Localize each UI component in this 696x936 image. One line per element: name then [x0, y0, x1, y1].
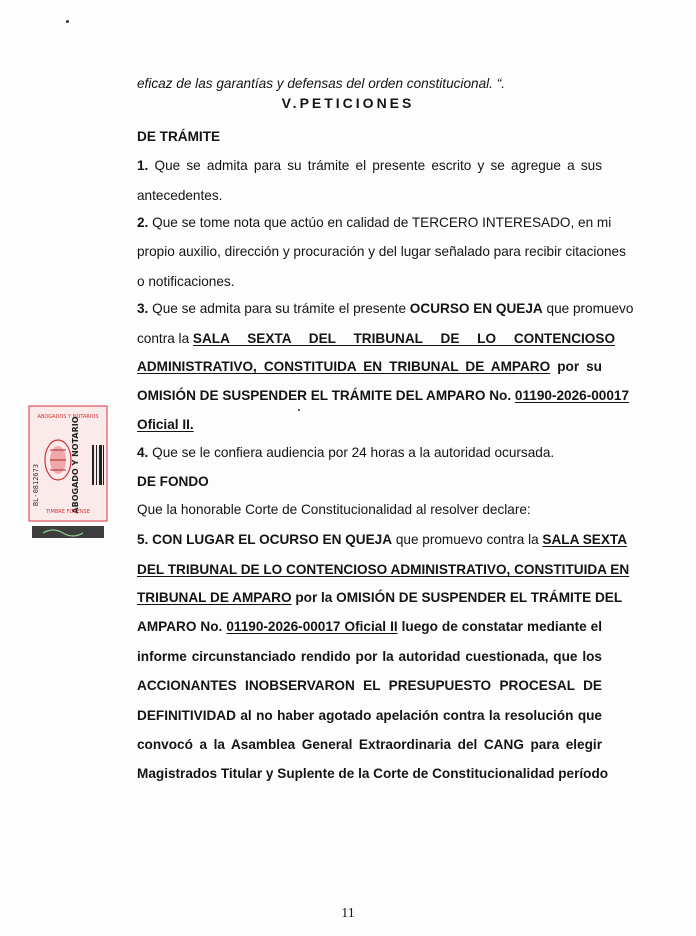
petition-3-tribunal: ADMINISTRATIVO, CONSTITUIDA EN TRIBUNAL DE AMPARO: [137, 359, 551, 374]
petition-5-promuevo: que promuevo contra la: [392, 532, 543, 547]
stamp-bottom-text: TIMBRE FORENSE: [45, 509, 91, 515]
petition-2-line-3: o notificaciones.: [137, 274, 235, 289]
petition-5-case-number: 01190-2026-00017 Oficial II: [226, 619, 398, 634]
petition-3-text-c: que promuevo: [542, 301, 634, 316]
petition-5-con-lugar: 5. CON LUGAR EL OCURSO EN QUEJA: [137, 532, 393, 547]
petition-2-line-2: propio auxilio, dirección y procuración y del lugar señalado para recibir citaciones: [137, 244, 626, 259]
forensic-stamp: [28, 405, 108, 540]
petition-1-line-2: antecedentes.: [137, 188, 223, 203]
petition-4-text: Que se le confiera audiencia por 24 horas a la autoridad ocursada.: [152, 445, 555, 460]
petition-3-text-a: Que se admita para su trámite el presente: [152, 301, 410, 316]
page-number: 11: [341, 906, 355, 921]
petition-3-number: 3.: [137, 301, 149, 316]
petition-5-line-9: Magistrados Titular y Suplente de la Corte de Constitucionalidad período: [137, 766, 609, 781]
scan-speck: [66, 20, 69, 23]
fondo-intro: Que la honorable Corte de Constitucionalidad al resolver declare:: [137, 502, 531, 517]
petition-5-omision: por la OMISIÓN DE SUSPENDER EL TRÁMITE DEL: [291, 590, 623, 605]
petition-5-line-5: informe circunstanciado rendido por la autoridad cuestionada, que los: [137, 649, 602, 664]
petition-2-text: Que se tome nota que actúo en calidad de TERCERO INTERESADO, en mi: [152, 215, 612, 230]
petition-3-line-4: [137, 387, 629, 405]
petition-3-por-su: por su: [550, 359, 602, 374]
petition-5-line-1: [137, 531, 628, 549]
petition-3-sala: SALA SEXTA DEL TRIBUNAL DE LO CONTENCIOSO: [192, 331, 616, 346]
petition-5-line-4: [137, 618, 602, 636]
petition-1-line-1: [137, 157, 602, 175]
stamp-signature-bar: [32, 526, 104, 538]
scan-speck: [298, 409, 300, 411]
petition-3-line-1: [137, 300, 634, 318]
petition-5-line-6: ACCIONANTES INOBSERVARON EL PRESUPUESTO PROCESAL DE: [137, 678, 602, 693]
petition-3-omision: OMISIÓN DE SUSPENDER EL TRÁMITE DEL AMPARO No.: [137, 388, 515, 403]
petition-1-number: 1.: [137, 158, 149, 173]
petition-5-line-3: [137, 589, 623, 607]
petition-5-sala: SALA SEXTA: [542, 532, 628, 547]
tramite-heading: DE TRÁMITE: [137, 129, 221, 144]
stamp-vertical-text: ABOGADO Y NOTARIO: [71, 416, 80, 514]
petition-5-luego: luego de constatar mediante el: [397, 619, 603, 634]
petition-3-line-3: [137, 358, 602, 376]
petition-3-contra: contra la: [137, 331, 193, 346]
petition-3-case-number: 01190-2026-00017: [514, 388, 630, 403]
petition-3-ocurso: OCURSO EN QUEJA: [409, 301, 543, 316]
petition-2-number: 2.: [137, 215, 149, 230]
stamp-top-text: ABOGADOS Y NOTARIOS: [37, 414, 99, 420]
petition-5-line-2: DEL TRIBUNAL DE LO CONTENCIOSO ADMINISTRATIVO, CONSTITUIDA EN: [137, 562, 630, 577]
stamp-registration: BL-0812673: [32, 463, 40, 507]
fondo-heading: DE FONDO: [137, 474, 209, 489]
petition-5-tribunal: TRIBUNAL DE AMPARO: [137, 590, 292, 605]
petition-3-line-5: Oficial II.: [137, 417, 194, 432]
intro-line: eficaz de las garantías y defensas del orden constitucional. “.: [137, 76, 506, 91]
petition-4-line-1: [137, 444, 554, 462]
petition-2-line-1: [137, 214, 612, 232]
stamp-border: [29, 406, 107, 521]
petition-5-line-7: DEFINITIVIDAD al no haber agotado apelación contra la resolución que: [137, 708, 602, 723]
petition-5-amparo: AMPARO No.: [137, 619, 227, 634]
petition-5-line-8: convocó a la Asamblea General Extraordinaria del CANG para elegir: [137, 737, 602, 752]
petition-4-number: 4.: [137, 445, 149, 460]
petition-1-text: Que se admita para su trámite el presente escrito y se agregue a sus: [154, 158, 602, 173]
petition-3-line-2: [137, 330, 616, 348]
section-heading: V.PETICIONES: [281, 95, 415, 111]
